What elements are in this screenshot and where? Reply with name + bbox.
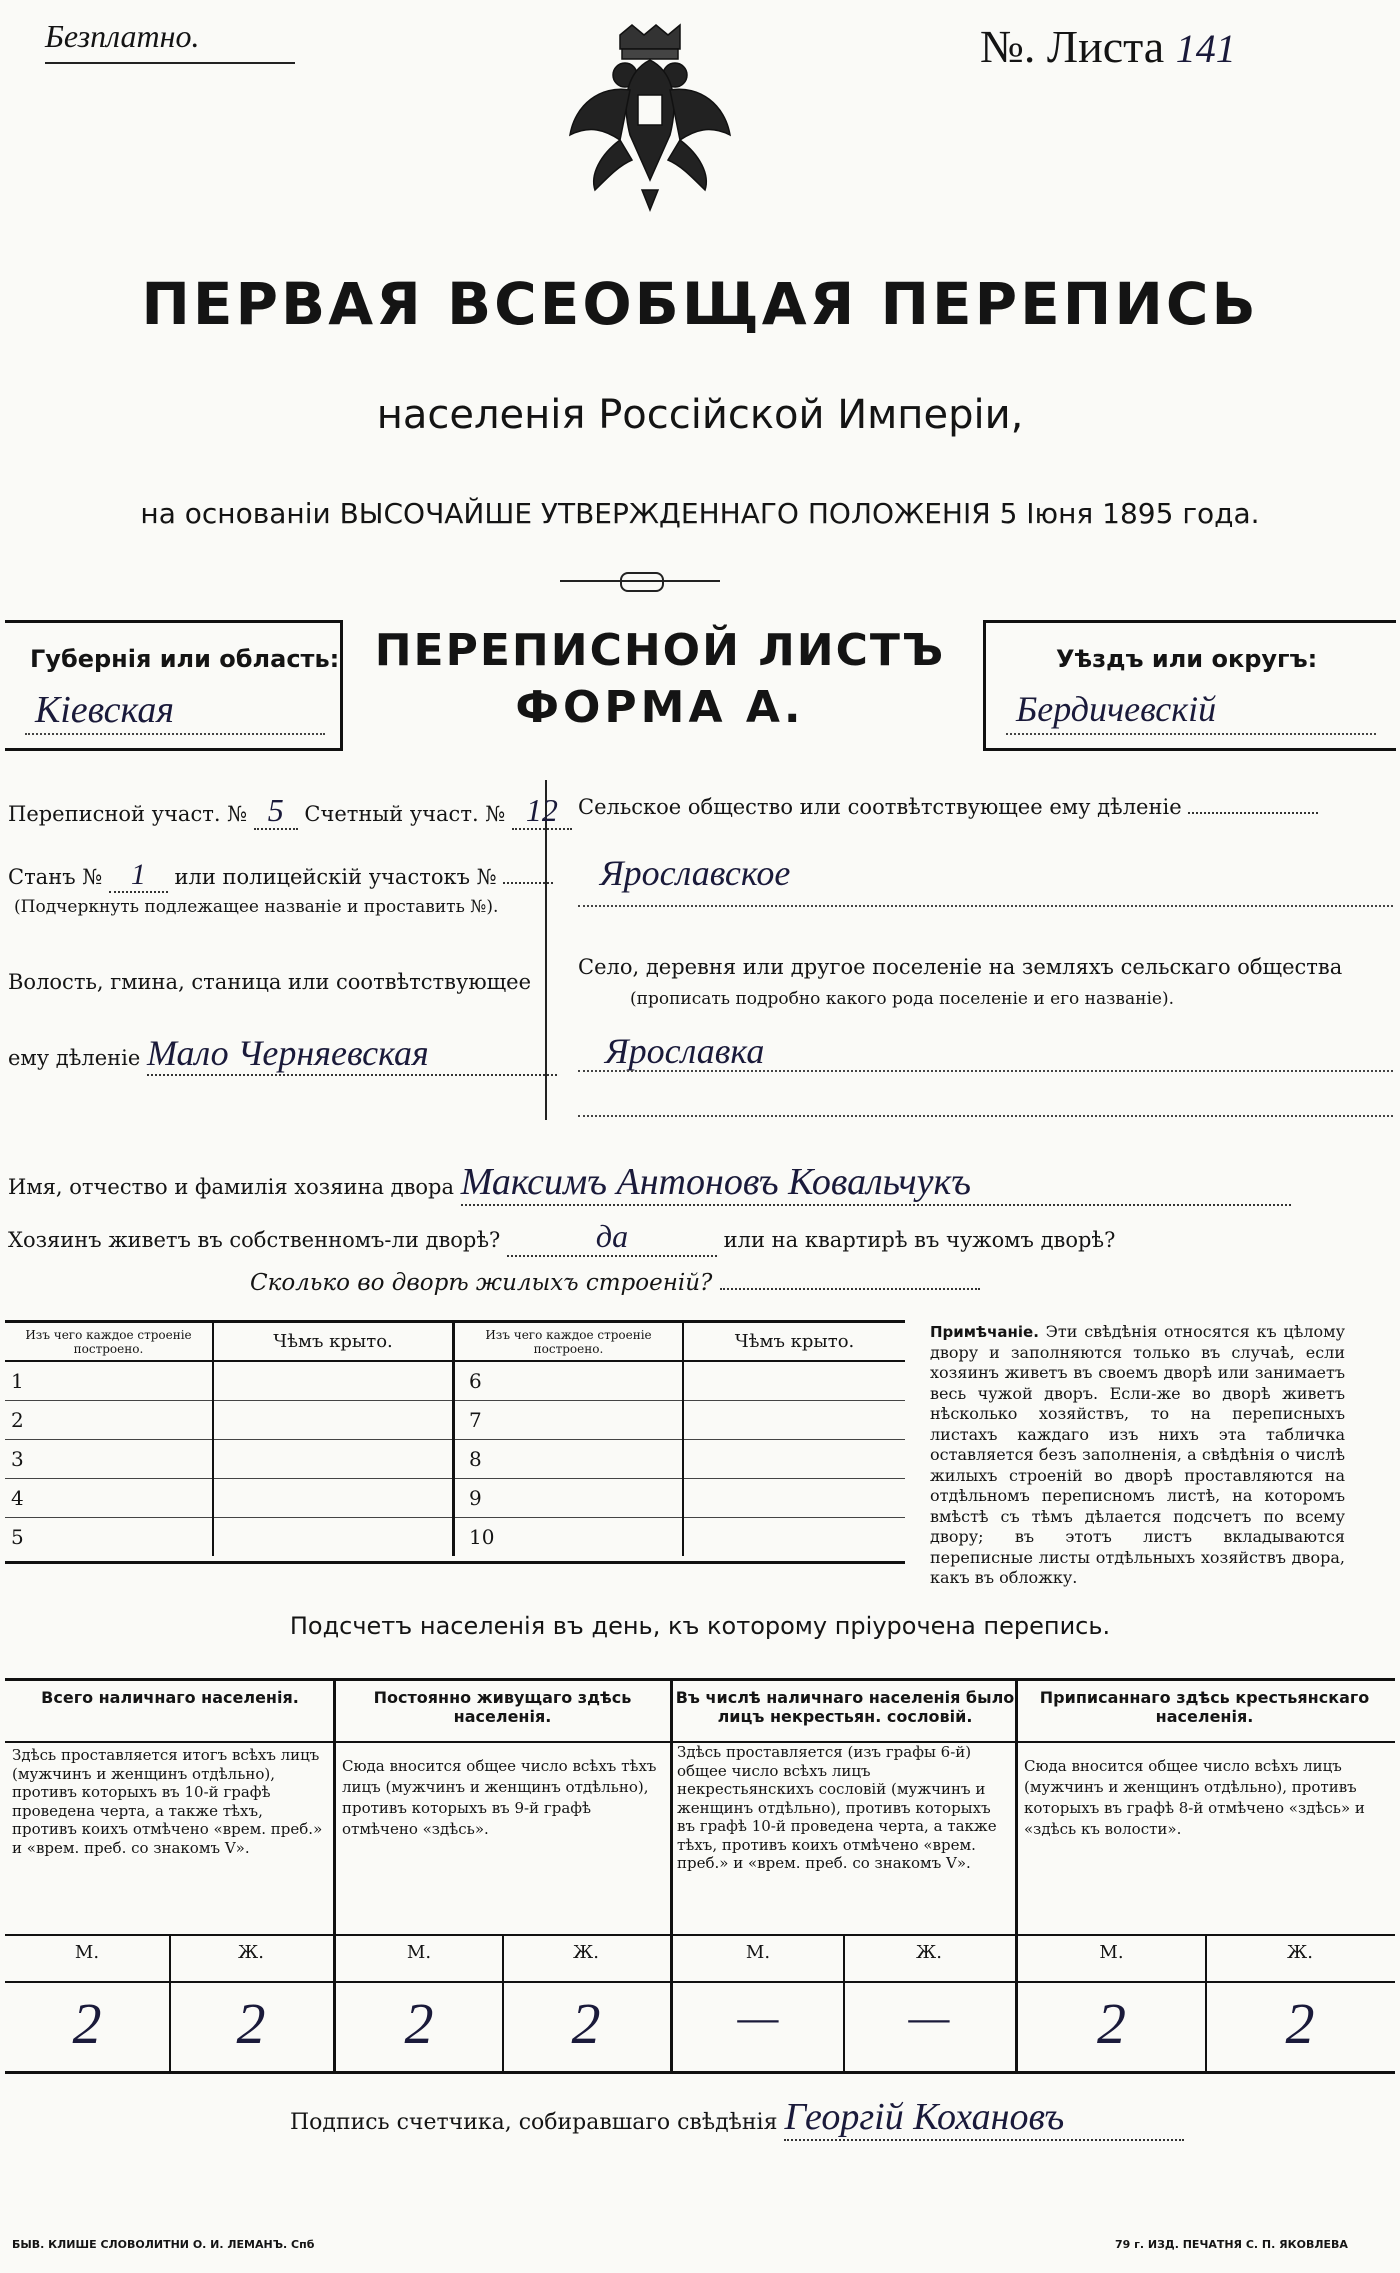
village-label: Село, деревня или другое поселеніе на земляхъ сельскаго общества: [578, 955, 1343, 979]
pop-col-3-m-value[interactable]: —: [737, 1991, 779, 2042]
signature-row: [290, 2095, 1184, 2141]
count-district-value[interactable]: 12: [512, 792, 572, 830]
pop-col-2-zh-value[interactable]: 2: [571, 1991, 601, 2056]
pop-col-1-zh-label: Ж.: [238, 1942, 264, 1963]
table-row-number: 9: [455, 1478, 683, 1517]
footer-right: 79 г. ИЗД. ПЕЧАТНЯ С. П. ЯКОВЛЕВА: [1115, 2238, 1348, 2251]
village-value[interactable]: Ярославка: [605, 1031, 765, 1071]
form-title-block: [345, 625, 975, 733]
society-value-line: [578, 905, 1393, 907]
gubernia-label: Губернія или область:: [30, 645, 340, 673]
table-row-number: 3: [5, 1439, 213, 1478]
pop-col-2-head: Постоянно живущаго здѣсь населенія.: [373, 1688, 632, 1726]
free-underline: [45, 62, 295, 64]
subtitle: населенія Россійской Имперіи,: [376, 392, 1024, 438]
village-value-line: [578, 1070, 1393, 1072]
stan-value[interactable]: 1: [109, 858, 168, 893]
pop-col-3-head: Въ числѣ наличнаго населенія было лицъ некрестьян. сословій.: [675, 1688, 1015, 1726]
pop-col-1-m-label: М.: [74, 1942, 100, 1963]
pop-col-4-zh-label: Ж.: [1287, 1942, 1313, 1963]
buildings-value[interactable]: [720, 1288, 980, 1290]
police-value[interactable]: [503, 882, 553, 884]
row-sep: [5, 1981, 1395, 1983]
uezd-value[interactable]: Бердичевскій: [1016, 689, 1217, 729]
census-district-value[interactable]: 5: [254, 792, 298, 830]
row-sep: [5, 1934, 1395, 1936]
table-row-number: 5: [5, 1517, 213, 1556]
eagle-emblem-icon: [560, 15, 740, 215]
pop-col-3-desc: Здѣсь проставляется (изъ графы 6-й) общее число всѣхъ лицъ некрестьянскихъ сословій (мужчинъ и женщинъ отдѣльно), противъ которыхъ въ графѣ 10-й проведена черта, а также тѣхъ, противъ коихъ отмѣчено «врем. преб.» и «врем. преб. со знакомъ V».: [677, 1743, 997, 1872]
signature-label: Подпись счетчика, собиравшаго свѣдѣнія: [290, 2110, 778, 2135]
census-district-row: [8, 792, 572, 829]
pop-col-3-m-label: М.: [745, 1942, 771, 1963]
ornament-center: [620, 572, 664, 592]
buildings-row: [250, 1270, 980, 1296]
table-row-number: 6: [455, 1361, 683, 1400]
sheet-number: [980, 20, 1236, 73]
owner-rent-label: или на квартирѣ въ чужомъ дворѣ?: [723, 1228, 1116, 1252]
pop-col-2-zh-label: Ж.: [573, 1942, 599, 1963]
society-label: Сельское общество или соотвѣтствующее ему дѣленіе: [578, 795, 1182, 819]
pop-col-1-m-value[interactable]: 2: [72, 1991, 102, 2056]
pop-col-3-zh-label: Ж.: [916, 1942, 942, 1963]
pop-col-2-m-label: М.: [406, 1942, 432, 1963]
volost-row: [8, 1032, 557, 1076]
buildings-table-left: [5, 1323, 455, 1556]
population-title: Подсчетъ населенія въ день, къ которому пріурочена перепись.: [289, 1612, 1111, 1640]
table-row-number: 8: [455, 1439, 683, 1478]
main-title: ПЕРВАЯ ВСЕОБЩАЯ ПЕРЕПИСЬ: [141, 270, 1259, 338]
owner-lives-label: Хозяинъ живетъ въ собственномъ-ли дворѣ?: [8, 1228, 501, 1252]
pop-col-4-m-label: М.: [1099, 1942, 1124, 1963]
uezd-value-line: [1006, 733, 1376, 735]
col-roof-head: Чѣмъ крыто.: [734, 1331, 855, 1352]
form-title-1: ПЕРЕПИСНОЙ ЛИСТЪ: [374, 625, 946, 676]
pop-col-1-zh-value[interactable]: 2: [236, 1991, 266, 2056]
uezd-label: Уѣздъ или округъ:: [1056, 645, 1318, 673]
village-extra-line: [578, 1115, 1393, 1117]
pop-col-3-zh-value[interactable]: —: [908, 1991, 950, 2042]
volost-value[interactable]: Мало Черняевская: [147, 1032, 557, 1076]
buildings-label: Сколько во дворѣ жилыхъ строеній?: [250, 1270, 713, 1296]
pop-col-4-desc: Сюда вносится общее число всѣхъ лицъ (мужчинъ и женщинъ отдѣльно), противъ которыхъ въ графѣ 8-й отмѣчено «здѣсь» и «здѣсь къ волости».: [1024, 1757, 1365, 1838]
owner-lives-row: [8, 1218, 1115, 1257]
stan-note: (Подчеркнуть подлежащее названіе и проставить №).: [14, 897, 499, 917]
pop-col-2-desc: Сюда вносится общее число всѣхъ тѣхъ лицъ (мужчинъ и женщинъ отдѣльно), противъ которыхъ въ 9-й графѣ отмѣчено «здѣсь».: [342, 1757, 657, 1838]
uezd-box: [983, 620, 1396, 751]
form-title-2: ФОРМА А.: [515, 682, 805, 733]
gubernia-box: [5, 620, 343, 751]
gubernia-value[interactable]: Кіевская: [35, 689, 175, 731]
col-material-head: Изъ чего каждое строеніе построено.: [455, 1323, 683, 1361]
village-note: (прописать подробно какого рода поселеніе и его названіе).: [630, 989, 1174, 1009]
note-text: Эти свѣдѣнія относятся къ цѣлому двору и заполняются только въ случаѣ, если хозяинъ живетъ въ своемъ дворѣ или занимаетъ весь чужой дворъ. Если-же во дворѣ живетъ нѣсколько хозяйствъ, то на переписныхъ листахъ каждаго изъ нихъ эта табличка оставляется безъ заполненія, а свѣдѣнія о числѣ жилыхъ строеній во дворѣ проставляются на отдѣльномъ переписномъ листѣ, на которомъ вмѣстѣ съ тѣмъ дѣлается подсчетъ по всему двору; въ этотъ листъ вкладываются переписные листы отдѣльныхъ хозяйствъ двора, какъ въ обложку.: [930, 1322, 1345, 1587]
table-row-number: 10: [455, 1517, 683, 1556]
table-row-number: 4: [5, 1478, 213, 1517]
owner-name-label: Имя, отчество и фамилія хозяина двора: [8, 1175, 455, 1199]
col-material-head: Изъ чего каждое строеніе построено.: [5, 1323, 213, 1361]
col-roof-head: Чѣмъ крыто.: [213, 1323, 454, 1361]
note-label: Примѣчаніе.: [930, 1323, 1039, 1341]
gubernia-value-line: [25, 733, 325, 735]
pop-col-1-head: Всего наличнаго населенія.: [41, 1688, 299, 1707]
table-row-number: 1: [5, 1361, 213, 1400]
table-row-number: 2: [5, 1400, 213, 1439]
owner-name-row: [8, 1160, 1291, 1206]
count-district-label: Счетный участ. №: [304, 802, 506, 826]
note-block: [930, 1322, 1345, 1589]
stan-row: [8, 858, 553, 892]
stan-label: Станъ №: [8, 865, 103, 889]
volost-label-1: Волость, гмина, станица или соотвѣтствующее: [8, 970, 532, 994]
buildings-table-right: [455, 1323, 905, 1556]
basis-line: на основаніи ВЫСОЧАЙШЕ УТВЕРЖДЕННАГО ПОЛОЖЕНІЯ 5 Іюня 1895 года.: [140, 497, 1260, 530]
census-district-label: Переписной участ. №: [8, 802, 248, 826]
sheet-number-label: №. Листа: [980, 21, 1165, 72]
society-value[interactable]: Ярославское: [600, 853, 791, 893]
pop-col-4-zh-value[interactable]: 2: [1285, 1991, 1315, 2056]
pop-col-2-m-value[interactable]: 2: [404, 1991, 434, 2056]
owner-name-value[interactable]: Максимъ Антоновъ Ковальчукъ: [461, 1160, 1291, 1206]
pop-col-1-desc: Здѣсь проставляется итогъ всѣхъ лицъ (мужчинъ и женщинъ отдѣльно), противъ которыхъ въ 10-й графѣ проведена черта, а также тѣхъ, противъ коихъ отмѣчено «врем. преб.» и «врем. преб. со знакомъ V».: [12, 1746, 323, 1857]
pop-col-4-m-value[interactable]: 2: [1097, 1991, 1126, 2056]
owner-lives-value[interactable]: да: [507, 1218, 717, 1257]
society-row: [578, 795, 1318, 819]
footer-left: БЫВ. КЛИШЕ СЛОВОЛИТНИ О. И. ЛЕМАНЪ. Спб: [12, 2238, 315, 2251]
volost-label-2: ему дѣленіе: [8, 1046, 141, 1070]
pop-col-4-head: Приписаннаго здѣсь крестьянскаго населенія.: [1039, 1688, 1370, 1726]
signature-value[interactable]: Георгій Кохановъ: [784, 2095, 1184, 2141]
table-row-number: 7: [455, 1400, 683, 1439]
police-label: или полицейскій участокъ №: [174, 865, 497, 889]
sheet-number-value: 141: [1175, 26, 1236, 71]
society-dots: [1188, 812, 1318, 814]
free-label: Безплатно.: [45, 18, 200, 54]
